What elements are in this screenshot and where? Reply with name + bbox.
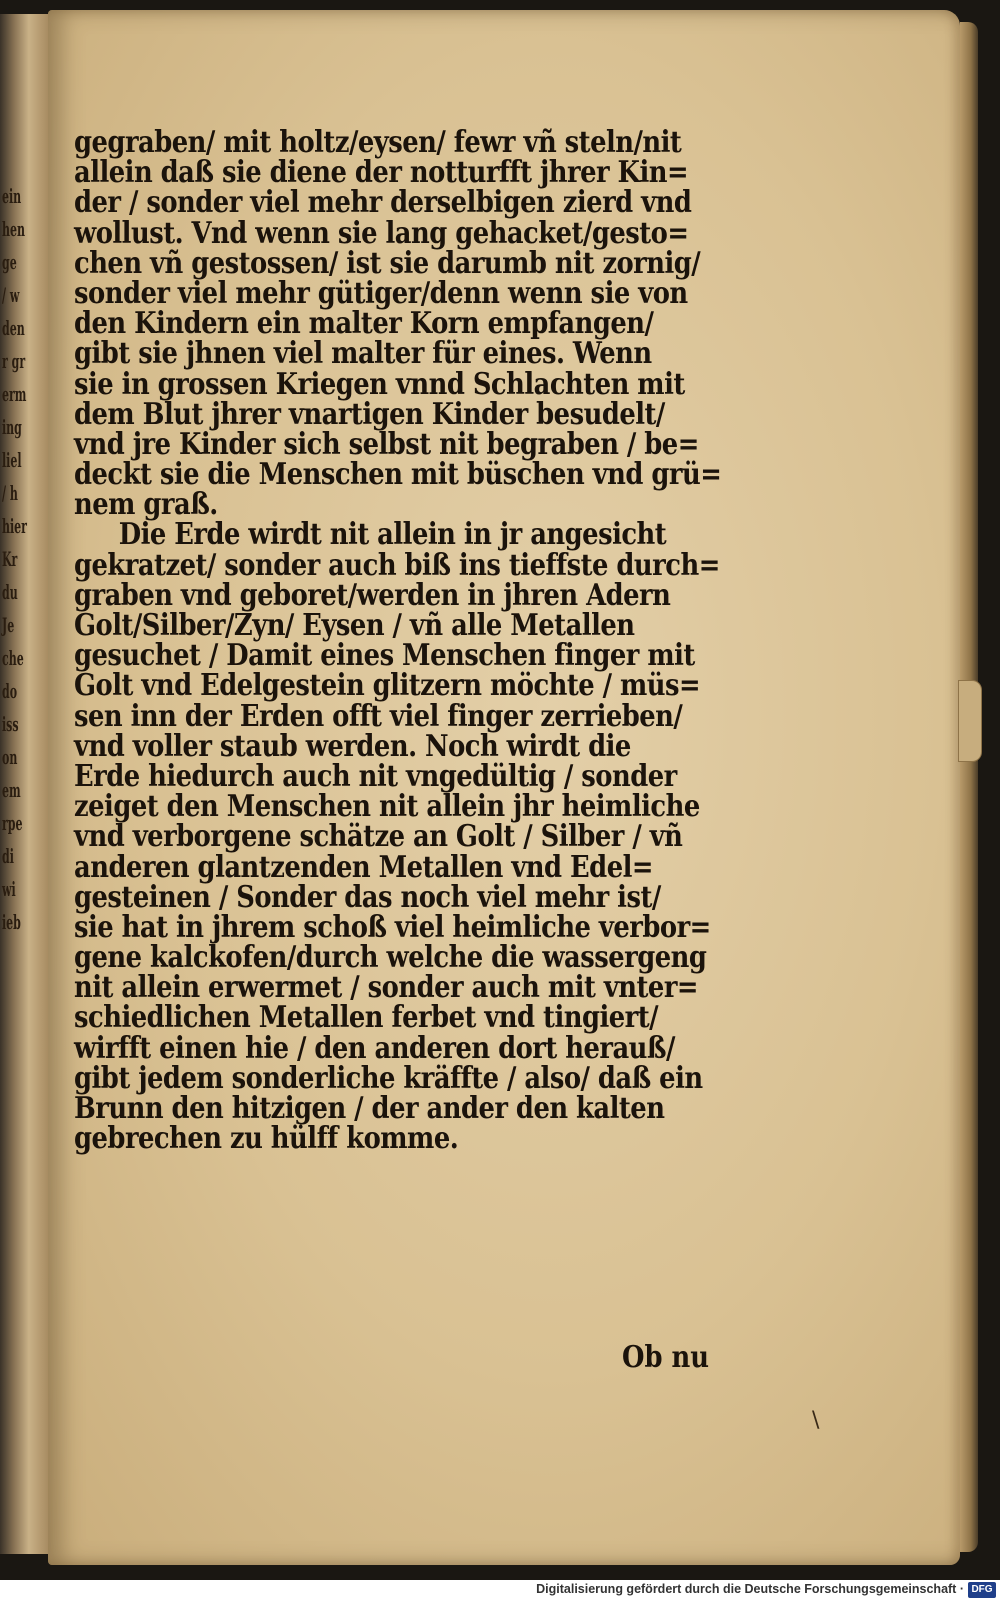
facing-page-fragment: iss — [2, 712, 19, 736]
text-line: dem Blut jhrer vnartigen Kinder besudelt/ — [74, 396, 665, 432]
facing-page-edge — [0, 14, 50, 1554]
text-line: wollust. Vnd wenn sie lang gehacket/gesto= — [74, 215, 689, 251]
text-line: schiedlichen Metallen ferbet vnd tingiert/ — [74, 1000, 659, 1036]
text-line: nit allein erwermet / sonder auch mit vnter= — [74, 970, 699, 1006]
facing-page-fragment: do — [2, 679, 18, 703]
text-line: vnd verborgene schätze an Golt / Silber / vñ — [74, 819, 683, 855]
text-line: wirfft einen hie / den anderen dort herauß/ — [74, 1030, 675, 1066]
facing-page-fragment: erm — [2, 382, 27, 406]
text-line: der / sonder viel mehr derselbigen zierd vnd — [74, 185, 692, 221]
facing-page-fragment: wi — [2, 877, 16, 901]
facing-page-fragment: Je — [2, 613, 15, 637]
text-line: gibt jedem sonderliche kräffte / also/ daß ein — [74, 1060, 703, 1096]
text-line: sonder viel mehr gütiger/denn wenn sie von — [74, 275, 688, 311]
text-line: graben vnd geboret/werden in jhren Adern — [74, 577, 671, 613]
text-line: sie in grossen Kriegen vnnd Schlachten mit — [74, 366, 685, 402]
footer-credit: Digitalisierung gefördert durch die Deutsche Forschungsgemeinschaft · — [536, 1582, 964, 1596]
text-line: gesteinen / Sonder das noch viel mehr ist/ — [74, 879, 661, 915]
text-line: gebrechen zu hülff komme. — [74, 1121, 459, 1157]
facing-page-fragment: rpe — [2, 811, 23, 835]
text-line: zeiget den Menschen nit allein jhr heimliche — [74, 789, 700, 825]
facing-page-fragment: hier — [2, 514, 27, 538]
facing-page-fragment: du — [2, 580, 18, 604]
text-line: Golt vnd Edelgestein glitzern möchte / müs= — [74, 668, 701, 704]
paper-mark: \ — [812, 1408, 820, 1433]
facing-page-fragment: em — [2, 778, 21, 802]
text-line: Golt/Silber/Zyn/ Eysen / vñ alle Metallen — [74, 608, 635, 643]
text-line: den Kindern ein malter Korn empfangen/ — [74, 306, 654, 342]
text-line: sen inn der Erden offt viel finger zerrieben/ — [74, 698, 683, 734]
body-text — [74, 125, 734, 1157]
facing-page-fragment: hen — [2, 217, 25, 241]
page-tab — [958, 680, 982, 762]
text-line: sie hat in jhrem schoß viel heimliche verbor= — [74, 909, 711, 945]
text-line: vnd jre Kinder sich selbst nit begraben / be= — [74, 426, 699, 462]
facing-page-fragment: liel — [2, 448, 22, 472]
text-line: deckt sie die Menschen mit büschen vnd grü= — [74, 457, 722, 493]
page-fore-edge — [960, 22, 978, 1552]
text-line: Erde hiedurch auch nit vngedültig / sonder — [74, 758, 677, 794]
text-line: nem graß. — [74, 487, 218, 523]
text-line: Die Erde wirdt nit allein in jr angesicht — [118, 517, 667, 553]
dfg-logo: DFG — [968, 1582, 996, 1598]
text-line: gegraben/ mit holtz/eysen/ fewr vñ steln/nit — [74, 125, 682, 160]
text-line: allein daß sie diene der notturfft jhrer Kin= — [74, 155, 689, 191]
text-line: anderen glantzenden Metallen vnd Edel= — [74, 849, 654, 885]
facing-page-fragment: ein — [2, 184, 22, 208]
text-line: gene kalckofen/durch welche die wassergeng — [74, 940, 707, 976]
facing-page-fragment: / w — [2, 283, 20, 307]
facing-page-fragment: on — [2, 745, 18, 769]
facing-page-fragment: ieb — [2, 910, 21, 934]
catchword: Ob nu — [622, 1340, 710, 1375]
facing-page-fragment: den — [2, 316, 25, 340]
facing-page-fragment: che — [2, 646, 24, 670]
text-line: chen vñ gestossen/ ist sie darumb nit zornig/ — [74, 245, 701, 281]
text-line: gesuchet / Damit eines Menschen finger mit — [74, 638, 695, 674]
text-line: gibt sie jhnen viel malter für eines. Wenn — [74, 336, 652, 372]
facing-page-fragment: r gr — [2, 349, 26, 373]
facing-page-fragment: ge — [2, 250, 17, 274]
text-line: Brunn den hitzigen / der ander den kalten — [74, 1091, 665, 1126]
facing-page-fragment: Kr — [2, 547, 18, 571]
facing-page-fragment: / h — [2, 481, 18, 505]
text-line: vnd voller staub werden. Noch wirdt die — [74, 728, 631, 764]
text-line: gekratzet/ sonder auch biß ins tieffste durch= — [74, 547, 720, 583]
facing-page-fragment: di — [2, 844, 14, 868]
facing-page-fragment: ing — [2, 415, 22, 439]
